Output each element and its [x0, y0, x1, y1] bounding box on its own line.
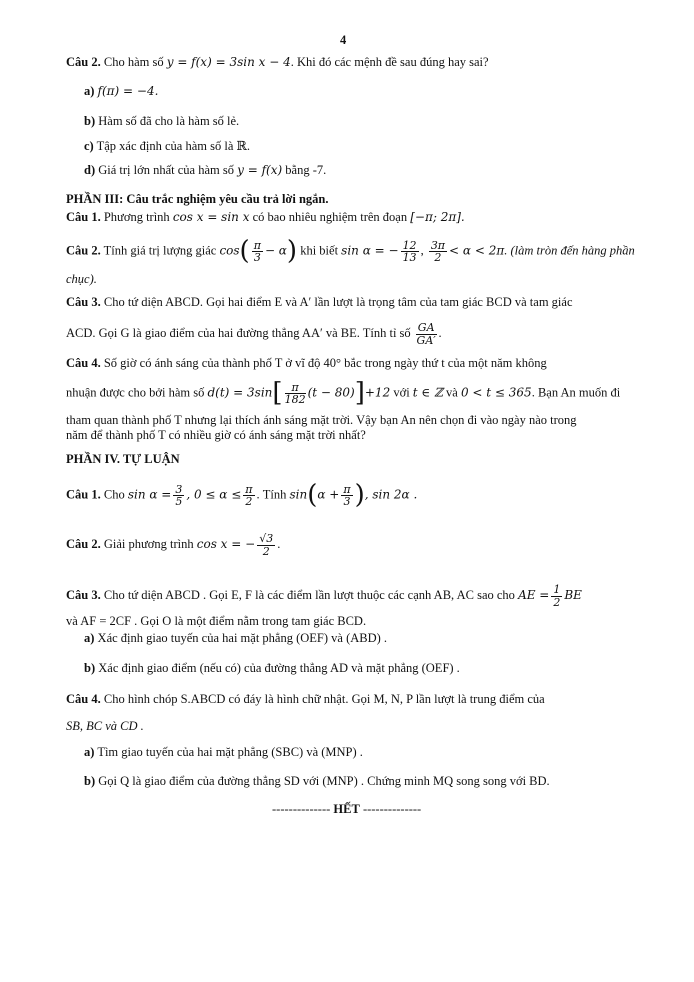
- part4-heading: PHẦN IV. TỰ LUẬN: [66, 452, 180, 466]
- numerator: 12: [402, 238, 417, 252]
- statement-text: Tập xác định của hàm số là ℝ.: [96, 139, 251, 153]
- part4-q4-part-a: [84, 745, 363, 760]
- end-text: HẾT: [333, 802, 360, 816]
- question-label: Câu 4.: [66, 356, 101, 370]
- be-label: BE: [564, 587, 582, 602]
- statement-b: [84, 114, 239, 129]
- numerator: π: [245, 482, 253, 496]
- sin-label: sin: [289, 487, 308, 502]
- question-text: Cho hình chóp S.ABCD có đáy là hình chữ nhật. Gọi M, N, P lần lượt là trung điểm của: [103, 692, 545, 706]
- fraction-3pi-2: [429, 240, 447, 264]
- numerator: π: [343, 482, 351, 496]
- part-label: b): [84, 661, 96, 675]
- question-text: Cho tứ diện ABCD. Gọi hai điểm E và A′ lần lượt là trọng tâm của tam giác BCD và tam giác: [103, 295, 573, 309]
- alpha-plus: α +: [317, 487, 340, 502]
- part2-question-2: [66, 55, 489, 70]
- question-label: Câu 3.: [66, 587, 101, 602]
- question-label: Câu 2.: [66, 536, 101, 551]
- part3-question-4-line3: tham quan thành phố T nhưng lại thích ánh sáng mặt trời. Vậy bạn An nên chọn đi vào ngày nào trong: [66, 413, 577, 427]
- denominator: 2: [262, 544, 270, 558]
- question-text: với: [393, 385, 410, 400]
- condition: 0 < t ≤ 365: [460, 385, 532, 400]
- equation: cos x = −: [196, 536, 256, 551]
- fraction-pi-3: [252, 240, 263, 264]
- numerator: 3π: [430, 238, 446, 252]
- denominator: GA′: [416, 333, 436, 347]
- denominator: 3: [343, 495, 351, 509]
- question-text: Phương trình: [103, 210, 170, 224]
- question-text: Cho: [103, 487, 125, 502]
- dashes-right: --------------: [362, 802, 422, 816]
- part3-question-3: [66, 295, 573, 310]
- part3-question-2: Câu 2. Tính giá trị lượng giác cos( $\frac{\pi}{3}$ − α) khi biết sin α = − $\frac{12}{13}$ , $\frac{3\pi}{2}$ < α < 2π. (làm tròn đến hàng phần: [66, 236, 635, 266]
- question-label: Câu 1.: [66, 210, 101, 224]
- question-text: . Tính: [256, 487, 287, 502]
- range: , 0 ≤ α ≤: [186, 487, 242, 502]
- statement-d: [84, 163, 326, 178]
- statement-formula: y = f(x): [237, 163, 283, 177]
- question-text: Số giờ có ánh sáng của thành phố T ở vĩ độ 40° bắc trong ngày thứ t của một năm không: [103, 356, 547, 370]
- part-label: a): [84, 745, 95, 759]
- statement-label: c): [84, 139, 94, 153]
- part4-question-2: [66, 533, 280, 557]
- part-label: b): [84, 774, 96, 788]
- formula: d(t) = 3sin: [207, 385, 273, 400]
- question-text: và: [446, 385, 458, 400]
- interval: [−π; 2π].: [410, 210, 465, 224]
- part3-question-1: [66, 210, 465, 225]
- question-text: Giải phương trình: [103, 536, 194, 551]
- question-text: nhuận được cho bởi hàm số: [66, 385, 205, 400]
- sin2alpha: , sin 2α .: [364, 487, 418, 502]
- part4-question-1: [66, 480, 417, 511]
- rounding-note-cont: chục).: [66, 272, 97, 286]
- dashes-left: --------------: [272, 802, 331, 816]
- denominator: 3: [253, 251, 261, 265]
- part4-q4-part-b: [84, 774, 550, 789]
- cos-label: cos: [219, 243, 240, 258]
- part-text: Gọi Q là giao điểm của đường thẳng SD với (MNP) . Chứng minh MQ song song với BD.: [98, 774, 550, 788]
- part4-question-3-line2: và AF = 2CF . Gọi O là một điểm nằm trong tam giác BCD.: [66, 614, 367, 628]
- part-text: Xác định giao điểm (nếu có) của đường thẳng AD và mặt phẳng (OEF) .: [98, 661, 460, 675]
- question-text: ACD. Gọi G là giao điểm của hai đường thẳng AA′ và BE. Tính tỉ số: [66, 325, 411, 340]
- denominator: 182: [284, 393, 306, 407]
- statement-formula: f(π) = −4.: [97, 84, 159, 98]
- part-label: a): [84, 631, 95, 645]
- part4-q3-part-b: [84, 661, 460, 676]
- part4-question-4-line2: SB, BC và CD .: [66, 719, 144, 733]
- condition: t ∈ ℤ: [412, 385, 443, 400]
- question-text: Cho tứ diện ABCD . Gọi E, F là các điểm lần lượt thuộc các cạnh AB, AC sao cho: [103, 587, 515, 602]
- ae-label: AE =: [518, 587, 550, 602]
- fraction-3-5: [173, 484, 184, 508]
- fraction-1-2: [551, 584, 562, 608]
- part3-question-4-line4: năm để thành phố T có nhiều giờ có ánh sáng mặt trời nhất?: [66, 428, 366, 442]
- part4-question-4: [66, 692, 545, 707]
- question-text: Cho hàm số: [103, 55, 164, 69]
- fraction-ratio: [416, 322, 437, 346]
- statement-a: [84, 84, 158, 99]
- fraction-sqrt3-2: [257, 533, 275, 557]
- numerator: GA: [417, 321, 435, 334]
- left-bracket: [: [272, 378, 283, 408]
- fraction-12-13: [401, 240, 419, 264]
- question-text: có bao nhiêu nghiệm trên đoạn: [252, 210, 408, 224]
- rounding-note: . (làm tròn đến hàng phần: [504, 243, 635, 258]
- question-label: Câu 3.: [66, 295, 101, 309]
- formula: +12: [364, 385, 391, 400]
- right-bracket: ]: [354, 378, 365, 408]
- sin-alpha: sin α =: [127, 487, 172, 502]
- part4-question-3: [66, 584, 582, 608]
- statement-text: Giá trị lớn nhất của hàm số: [98, 163, 234, 177]
- left-paren: (: [307, 480, 318, 510]
- equation: cos x = sin x: [172, 210, 250, 224]
- left-paren: (: [239, 236, 250, 266]
- part-text: Tìm giao tuyến của hai mặt phẳng (SBC) và (MNP) .: [97, 745, 363, 759]
- fraction-pi-2: [243, 484, 254, 508]
- denominator: 2: [553, 595, 561, 609]
- question-label: Câu 2.: [66, 55, 101, 69]
- question-text: . Bạn An muốn đi: [531, 385, 621, 400]
- question-text: Tính giá trị lượng giác: [103, 243, 217, 258]
- denominator: 2: [245, 495, 253, 509]
- fraction-pi-3: [341, 484, 352, 508]
- page-number: 4: [340, 33, 347, 47]
- question-text-end: . Khi đó các mệnh đề sau đúng hay sai?: [290, 55, 489, 69]
- part3-heading: PHẦN III: Câu trắc nghiệm yêu cầu trả lời ngắn.: [66, 192, 329, 206]
- part4-q3-part-a: [84, 631, 387, 646]
- numerator: π: [253, 238, 261, 252]
- statement-c: [84, 139, 250, 154]
- end-marker: [272, 802, 421, 817]
- denominator: 13: [402, 251, 417, 265]
- numerator: π: [285, 382, 306, 395]
- formula: (t − 80): [307, 385, 355, 400]
- statement-text-end: bằng -7.: [285, 163, 327, 177]
- denominator: 2: [434, 251, 442, 265]
- function-formula: y = f(x) = 3sin x − 4: [166, 55, 291, 69]
- question-label: Câu 1.: [66, 487, 101, 502]
- statement-label: d): [84, 163, 96, 177]
- part-text: Xác định giao tuyến của hai mặt phẳng (OEF) và (ABD) .: [97, 631, 388, 645]
- statement-label: b): [84, 114, 96, 128]
- numerator: √3: [259, 532, 274, 545]
- statement-text: Hàm số đã cho là hàm số lẻ.: [98, 114, 240, 128]
- right-paren: ): [286, 236, 298, 266]
- question-text: khi biết: [300, 243, 339, 258]
- sin-value: sin α = −: [341, 243, 399, 258]
- part3-question-4-line2: [66, 378, 620, 409]
- fraction-pi-182: [285, 382, 306, 406]
- question-label: Câu 4.: [66, 692, 101, 706]
- inequality: < α < 2π: [449, 243, 505, 258]
- period: .: [277, 536, 281, 551]
- statement-label: a): [84, 84, 95, 98]
- right-paren: ): [354, 480, 365, 510]
- minus-alpha: − α: [264, 243, 287, 258]
- numerator: 3: [175, 482, 183, 496]
- part3-question-4: [66, 356, 547, 371]
- part3-question-3-line2: ACD. Gọi G là giao điểm của hai đường thẳng AA′ và BE. Tính tỉ số $\frac{GA}{GA'}$ .: [66, 321, 442, 347]
- numerator: 1: [553, 583, 561, 596]
- denominator: 5: [175, 495, 183, 509]
- question-label: Câu 2.: [66, 243, 101, 258]
